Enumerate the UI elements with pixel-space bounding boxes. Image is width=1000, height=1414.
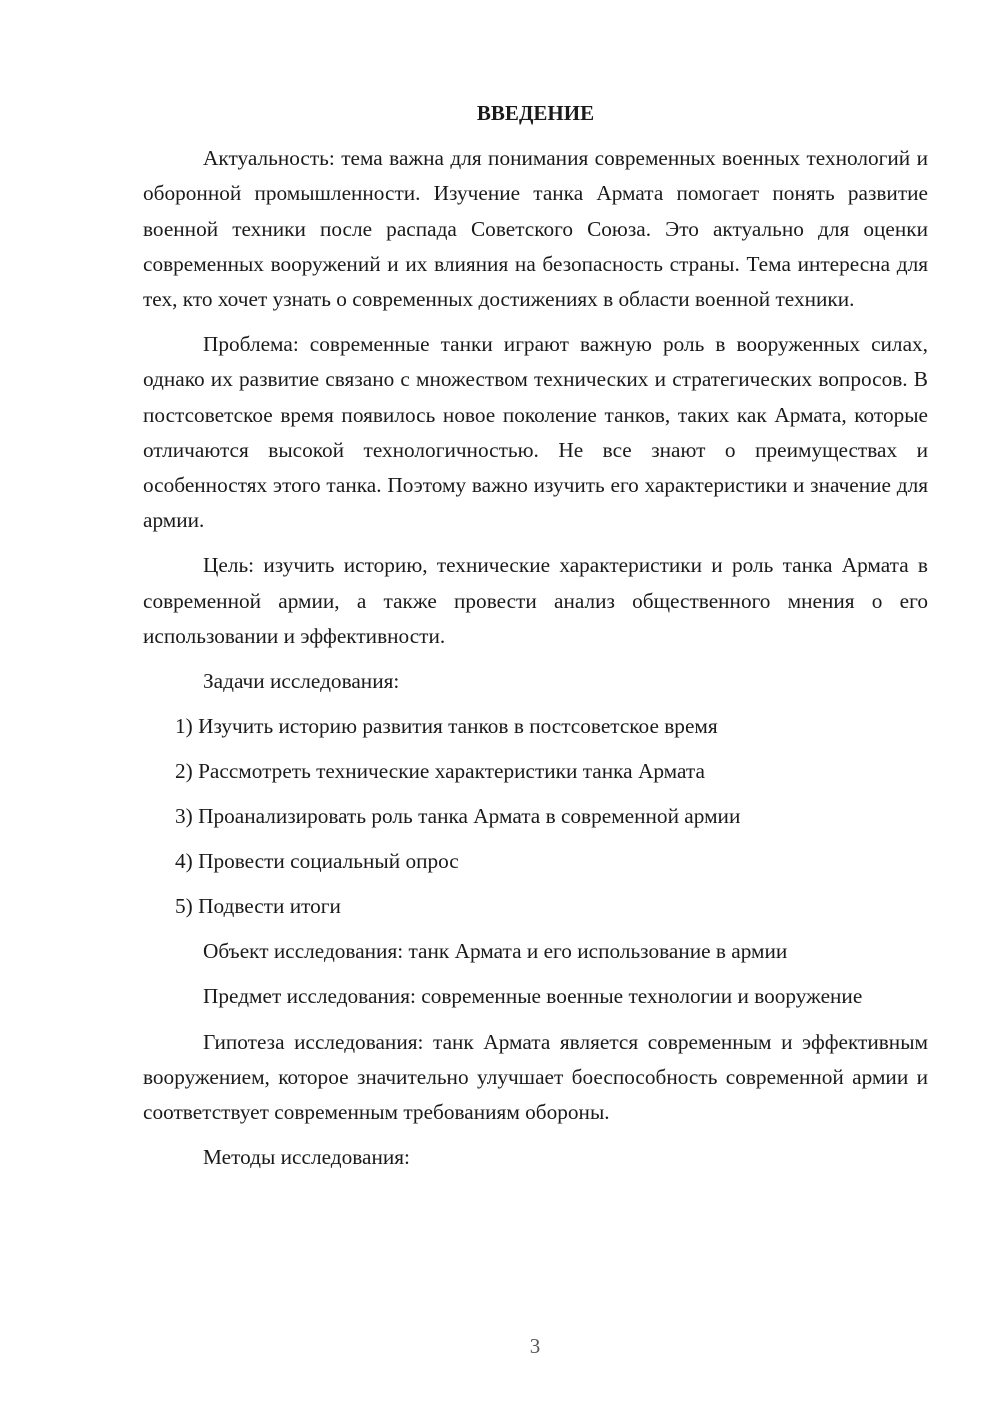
section-heading: ВВЕДЕНИЕ xyxy=(476,101,595,125)
document-page xyxy=(143,96,928,1185)
tasks-list xyxy=(143,709,928,924)
page-number: 3 xyxy=(529,1334,541,1358)
paragraph-object: Объект исследования: танк Армата и его использование в армии xyxy=(203,939,788,964)
paragraph-hypothesis: Гипотеза исследования: танк Армата является современным и эффективным вооружением, которое значительно улучшает боеспособность современной армии и соответствует современным требованиям обороны. xyxy=(143,1029,928,1125)
paragraph-problem: Проблема: современные танки играют важную роль в вооруженных силах, однако их развитие связано с множеством технических и стратегических вопросов. В постсоветское время появилось новое поколение танков, таких как Армата, которые отличаются высокой технологичностью. Не все знают о преимуществах и особенностях этого танка. Поэтому важно изучить его характеристики и значение для армии. xyxy=(143,332,928,533)
paragraph-goal: Цель: изучить историю, технические характеристики и роль танка Армата в современной армии, а также провести анализ общественного мнения о его использовании и эффективности. xyxy=(143,553,928,648)
list-item: 3) Проанализировать роль танка Армата в современной армии xyxy=(175,804,741,829)
list-item: 5) Подвести итоги xyxy=(175,894,341,919)
list-item: 2) Рассмотреть технические характеристики танка Армата xyxy=(175,759,705,784)
list-item: 4) Провести социальный опрос xyxy=(175,849,459,874)
paragraph-subject: Предмет исследования: современные военные технологии и вооружение xyxy=(203,984,863,1009)
list-item: 1) Изучить историю развития танков в постсоветское время xyxy=(175,714,718,739)
methods-title: Методы исследования: xyxy=(203,1145,410,1170)
paragraph-relevance: Актуальность: тема важна для понимания современных военных технологий и оборонной промышленности. Изучение танка Армата помогает понять развитие военной техники после распада Советского Союза. Это актуально для оценки современных вооружений и их влияния на безопасность страны. Тема интересна для тех, кто хочет узнать о современных достижениях в области военной техники. xyxy=(143,146,928,312)
tasks-title: Задачи исследования: xyxy=(203,669,400,694)
